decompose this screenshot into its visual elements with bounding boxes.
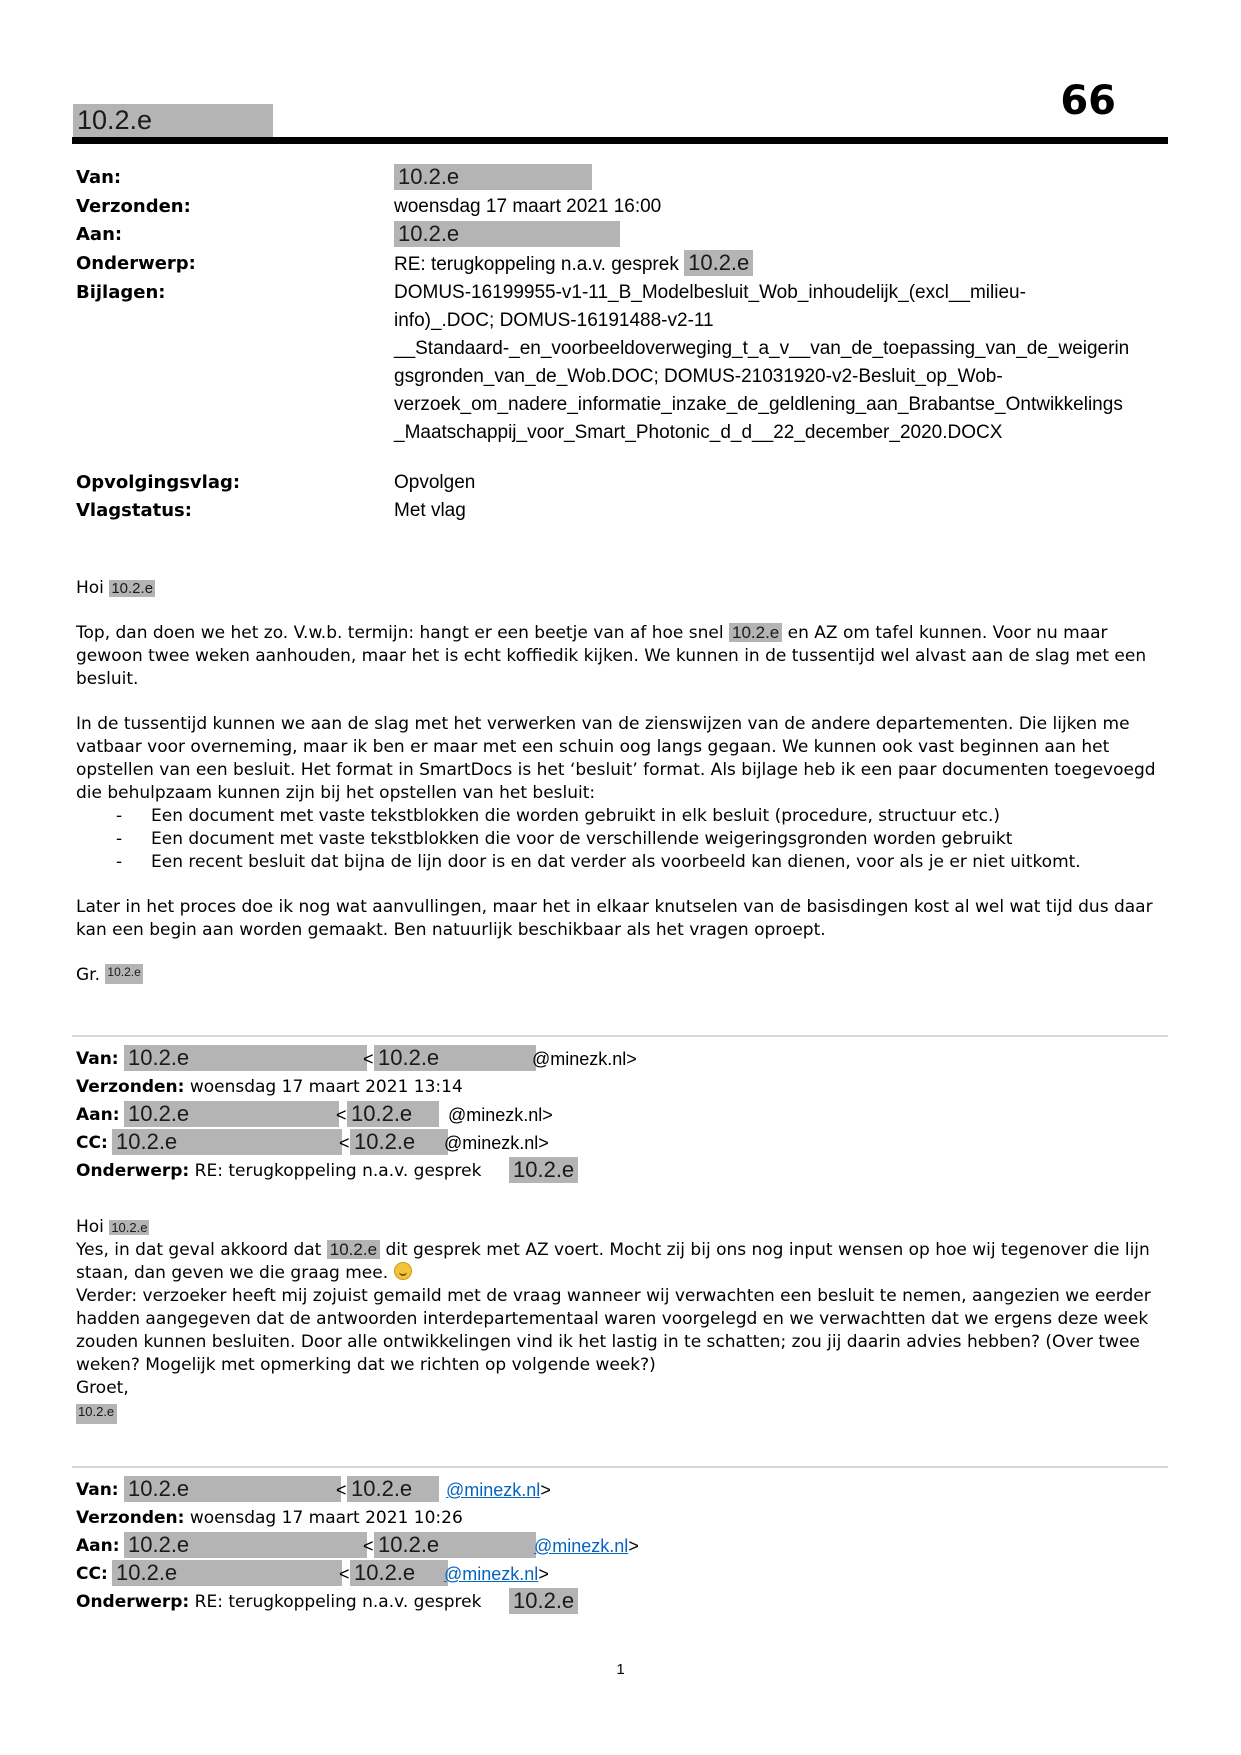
greeting-2-redaction: 10.2.e: [111, 1220, 148, 1235]
eh2-aan-redaction: 10.2.e: [124, 1101, 339, 1127]
meta-verzonden-value: woensdag 17 maart 2021 16:00: [394, 196, 662, 217]
paragraph-1: Top, dan doen we het zo. V.w.b. termijn: hangt er een beetje van af hoe snel 10.2.e en AZ om tafel kunnen. Voor nu maar gewoon twee weken aanhouden, maar het is echt koffiedik kijken. We kunnen in de tussentijd wel alvast aan de slag met een besluit.: [76, 623, 1147, 689]
paragraph-2: In de tussentijd kunnen we aan de slag met het verwerken van de zienswijzen van de andere departementen. Die lijken me vatbaar voor overneming, maar ik ben er maar met een schuin oog langs gegaan. We kunnen ook vast beginnen aan het opstellen van een besluit. Het format in SmartDocs is het ‘besluit’ format. Als bijlage heb ik een paar documenten toegevoegd die behulpzaam kunnen zijn bij het opstellen van het besluit:: [76, 714, 1156, 803]
message2-line1: Yes, in dat geval akkoord dat 10.2.e dit gesprek met AZ voert. Mocht zij bij ons nog input wensen op hoe wij tegenover die lijn staan, dan geven we die graag mee.: [76, 1240, 1150, 1283]
eh2-aan: Aan: 10.2.e < 10.2.e @minezk.nl>: [76, 1101, 1166, 1129]
eh2-van-addr-redaction: 10.2.e: [374, 1045, 536, 1071]
attachment-line[interactable]: verzoek_om_nadere_informatie_inzake_de_geldlening_aan_Brabantse_Ontwikkelings: [394, 394, 1123, 415]
eh3-cc-addr-redaction: 10.2.e: [350, 1560, 448, 1586]
eh2-verzonden: Verzonden: woensdag 17 maart 2021 13:14: [76, 1077, 463, 1097]
signoff-redaction: 10.2.e: [105, 964, 142, 984]
eh2-onderwerp: Onderwerp: RE: terugkoppeling n.a.v. gesprek 10.2.e: [76, 1157, 1166, 1185]
meta-aan-label: Aan:: [76, 224, 123, 245]
eh2-cc-addr-redaction: 10.2.e: [350, 1129, 448, 1155]
header-sender-redaction: 10.2.e: [73, 104, 273, 140]
message-body-1: [76, 577, 1166, 987]
bullet-item: - Een document met vaste tekstblokken die worden gebruikt in elk besluit (procedure, structuur etc.): [76, 805, 1166, 828]
attachment-line[interactable]: DOMUS-16199955-v1-11_B_Modelbesluit_Wob_inhoudelijk_(excl__milieu-: [394, 282, 1026, 303]
greeting-2: Hoi 10.2.e: [76, 1217, 148, 1237]
eh3-aan-addr-redaction: 10.2.e: [374, 1532, 536, 1558]
eh2-van-redaction: 10.2.e: [124, 1045, 367, 1071]
eh2-cc: CC: 10.2.e < 10.2.e @minezk.nl>: [76, 1129, 1166, 1157]
eh3-cc: CC: 10.2.e < 10.2.e @minezk.nl>: [76, 1560, 549, 1585]
meta-aan-redaction: 10.2.e: [394, 221, 620, 247]
email-header-3: [76, 1476, 1166, 1616]
email-meta: [76, 164, 1176, 525]
line1-redaction: 10.2.e: [327, 1240, 380, 1259]
groet-redaction: 10.2.e: [76, 1404, 117, 1424]
meta-opvolgingsvlag-label: Opvolgingsvlag:: [76, 472, 241, 493]
email-header-2: [76, 1045, 1166, 1185]
eh3-onderwerp-redaction: 10.2.e: [509, 1588, 578, 1614]
attachment-line[interactable]: _Maatschappij_voor_Smart_Photonic_d_d__22_december_2020.DOCX: [394, 422, 1003, 443]
message-body-2: [76, 1216, 1166, 1424]
eh3-van-email-link[interactable]: @minezk.nl: [446, 1480, 541, 1500]
eh2-aan-domain: @minezk.nl>: [448, 1105, 553, 1125]
eh3-onderwerp: Onderwerp: RE: terugkoppeling n.a.v. gesprek 10.2.e: [76, 1588, 1166, 1616]
attachment-line[interactable]: gsgronden_van_de_Wob.DOC; DOMUS-21031920-v2-Besluit_op_Wob-: [394, 366, 1003, 387]
eh3-verzonden-value: woensdag 17 maart 2021 10:26: [189, 1508, 463, 1528]
greeting-redaction: 10.2.e: [111, 580, 154, 597]
meta-onderwerp-value: RE: terugkoppeling n.a.v. gesprek: [394, 254, 679, 275]
eh3-onderwerp-value: RE: terugkoppeling n.a.v. gesprek: [194, 1592, 482, 1612]
eh3-van-addr-redaction: 10.2.e: [347, 1476, 439, 1502]
eh2-onderwerp-value: RE: terugkoppeling n.a.v. gesprek: [194, 1161, 482, 1181]
eh3-aan-redaction: 10.2.e: [124, 1532, 367, 1558]
eh2-aan-addr-redaction: 10.2.e: [347, 1101, 439, 1127]
paragraph-3: Later in het proces doe ik nog wat aanvullingen, maar het in elkaar knutselen van de basisdingen kost al wel wat tijd dus daar kan een begin aan worden gemaakt. Ben natuurlijk beschikbaar als het vragen oproept.: [76, 897, 1153, 940]
meta-onderwerp-redaction: 10.2.e: [684, 250, 753, 276]
page-number: 1: [616, 1661, 625, 1678]
meta-onderwerp: [76, 250, 1176, 279]
meta-bijlagen: [76, 279, 1176, 447]
eh2-verzonden-value: woensdag 17 maart 2021 13:14: [189, 1077, 463, 1097]
eh2-cc-redaction: 10.2.e: [112, 1129, 342, 1155]
eh3-verzonden: Verzonden: woensdag 17 maart 2021 10:26: [76, 1508, 463, 1528]
meta-van-redaction: 10.2.e: [394, 164, 592, 190]
eh2-onderwerp-redaction: 10.2.e: [509, 1157, 578, 1183]
meta-bijlagen-label: Bijlagen:: [76, 282, 166, 303]
attachment-bullets: [76, 805, 1166, 874]
meta-van: [76, 164, 1176, 193]
eh3-aan: Aan: 10.2.e < 10.2.e @minezk.nl>: [76, 1532, 639, 1557]
bullet-item: - Een document met vaste tekstblokken die voor de verschillende weigeringsgronden worden gebruikt: [76, 828, 1166, 851]
meta-opvolgingsvlag-value: Opvolgen: [394, 472, 476, 493]
p1-redaction: 10.2.e: [729, 623, 782, 642]
eh3-cc-email-link[interactable]: @minezk.nl: [444, 1564, 539, 1584]
groet: Groet,: [76, 1378, 129, 1398]
header-rule: [72, 137, 1168, 144]
meta-opvolgingsvlag: [76, 469, 1176, 497]
eh2-cc-domain: @minezk.nl>: [444, 1133, 549, 1153]
meta-aan: [76, 221, 1176, 250]
attachment-line[interactable]: info)_.DOC; DOMUS-16191488-v2-11: [394, 310, 714, 331]
bullet-item: - Een recent besluit dat bijna de lijn door is en dat verder als voorbeeld kan dienen, voor als je er niet uitkomt.: [76, 851, 1166, 874]
attachments-list: [394, 279, 1164, 447]
eh3-aan-email-link[interactable]: @minezk.nl: [534, 1536, 629, 1556]
meta-van-label: Van:: [76, 167, 122, 188]
smiley-icon: [394, 1262, 412, 1280]
separator: [72, 1035, 1168, 1037]
meta-verzonden-label: Verzonden:: [76, 196, 191, 217]
eh3-van-redaction: 10.2.e: [124, 1476, 341, 1502]
eh2-van: Van: 10.2.e < 10.2.e @minezk.nl>: [76, 1045, 1166, 1073]
document-number: 66: [1060, 78, 1116, 124]
separator: [72, 1466, 1168, 1468]
meta-vlagstatus: [76, 497, 1176, 525]
attachment-line[interactable]: __Standaard-_en_voorbeeldoverweging_t_a_v__van_de_toepassing_van_de_weigerin: [394, 338, 1130, 359]
groet-signature: [76, 1400, 1166, 1424]
eh2-van-domain: @minezk.nl>: [532, 1049, 637, 1069]
greeting: Hoi 10.2.e: [76, 578, 154, 598]
signoff: Gr. 10.2.e: [76, 965, 141, 985]
eh3-van: Van: 10.2.e < 10.2.e @minezk.nl>: [76, 1476, 551, 1501]
eh3-cc-redaction: 10.2.e: [112, 1560, 342, 1586]
message2-line2: Verder: verzoeker heeft mij zojuist gemaild met de vraag wanneer wij verwachten een besluit te nemen, aangezien we eerder hadden aangegeven dat de antwoorden interdepartementaal waren voorgelegd en we verwachtten dat we ergens deze week zouden kunnen besluiten. Door alle ontwikkelingen vind ik het lastig in te schatten; zou jij daarin advies hebben? (Over twee weken? Mogelijk met opmerking dat we richten op volgende week?): [76, 1286, 1151, 1375]
meta-onderwerp-label: Onderwerp:: [76, 253, 196, 274]
meta-vlagstatus-label: Vlagstatus:: [76, 500, 192, 521]
meta-vlagstatus-value: Met vlag: [394, 500, 466, 521]
meta-verzonden: [76, 193, 1176, 221]
